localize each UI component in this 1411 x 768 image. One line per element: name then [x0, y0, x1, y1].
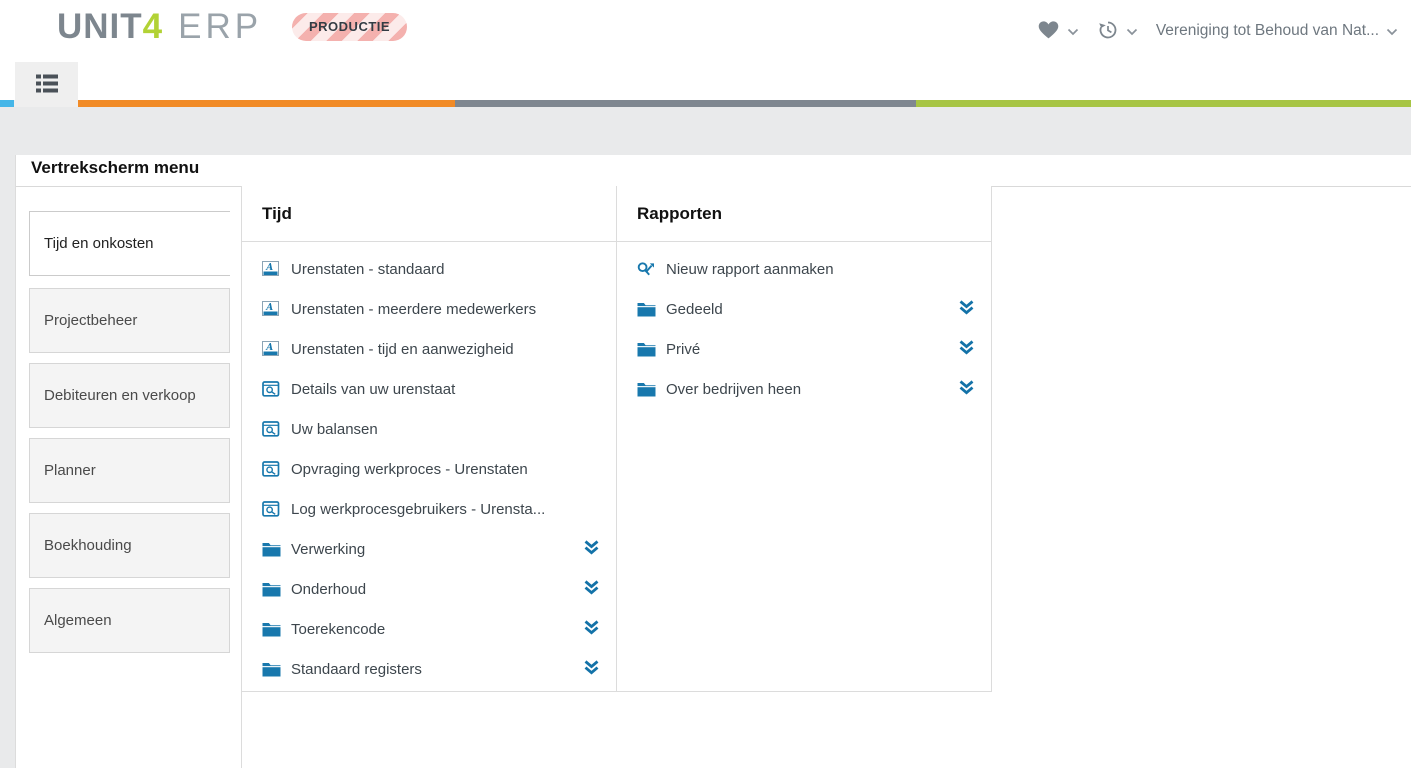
folder-icon [262, 662, 283, 677]
menu-item-toerekencode[interactable] [242, 609, 616, 649]
start-menu-card [15, 155, 1411, 768]
folder-icon [262, 622, 283, 637]
panel-list [617, 242, 991, 409]
menu-item-details-van-uw-urenstaat[interactable] [242, 369, 616, 409]
form-icon [262, 261, 283, 277]
query-icon [262, 461, 283, 477]
favorites-button[interactable] [1028, 16, 1088, 47]
panel-tijd [241, 186, 616, 692]
folder-icon [637, 302, 658, 317]
panel-title: Rapporten [617, 186, 991, 242]
menu-item-label: Opvraging werkproces - Urenstaten [291, 460, 528, 478]
folder-icon [637, 342, 658, 357]
double-chevron-down-icon [583, 619, 600, 639]
svg-text:A: A [266, 343, 274, 354]
double-chevron-down-icon [583, 579, 600, 599]
logo-unit-text: UNIT [57, 7, 143, 46]
panel-rapporten [616, 186, 992, 692]
sidebar-item-tijd-en-onkosten[interactable] [29, 211, 230, 276]
query-icon [262, 381, 283, 397]
divider [241, 692, 242, 768]
logo-four-text: 4 [142, 7, 164, 46]
menu-item-label: Uw balansen [291, 420, 378, 438]
stripe-segment-cyan [0, 100, 14, 107]
expand-folder-button[interactable] [958, 299, 975, 319]
menu-item-label: Standaard registers [291, 660, 422, 678]
menu-item-nieuw-rapport-aanmaken[interactable] [617, 249, 991, 289]
double-chevron-down-icon [583, 659, 600, 679]
sidebar-item-boekhouding[interactable] [29, 513, 230, 578]
menu-item-label: Gedeeld [666, 300, 723, 318]
company-selector[interactable] [1147, 18, 1407, 44]
expand-folder-button[interactable] [583, 579, 600, 599]
chevron-down-icon [1126, 24, 1138, 39]
panel-list [242, 242, 616, 689]
menu-item-over-bedrijven-heen[interactable] [617, 369, 991, 409]
menu-item-urenstaten-meerdere-medewerkers[interactable] [242, 289, 616, 329]
company-selector-label: Vereniging tot Behoud van Nat... [1155, 22, 1379, 39]
menu-item-gedeeld[interactable] [617, 289, 991, 329]
unit4-logo [57, 7, 262, 47]
menu-item-label: Onderhoud [291, 580, 367, 598]
menu-item-opvraging-werkproces-urenstaten[interactable] [242, 449, 616, 489]
folder-icon [262, 582, 283, 597]
stripe-segment-orange [78, 100, 455, 107]
sidebar-item-label: Planner [44, 462, 96, 479]
menu-item-label: Log werkprocesgebruikers - Urensta... [291, 500, 546, 518]
menu-item-label: Privé [666, 340, 701, 358]
heart-icon [1037, 20, 1060, 43]
menu-item-label: Details van uw urenstaat [291, 380, 456, 398]
menu-item-verwerking[interactable] [242, 529, 616, 569]
expand-folder-button[interactable] [958, 379, 975, 399]
logo-product-text: ERP [178, 7, 263, 46]
expand-folder-button[interactable] [583, 659, 600, 679]
app-header [0, 0, 1411, 62]
chevron-down-icon [1067, 24, 1079, 39]
sidebar-item-debiteuren-en-verkoop[interactable] [29, 363, 230, 428]
double-chevron-down-icon [958, 299, 975, 319]
form-icon [262, 341, 283, 357]
menu-item-label: Verwerking [291, 540, 366, 558]
sidebar-item-planner[interactable] [29, 438, 230, 503]
menu-item-label: Over bedrijven heen [666, 380, 802, 398]
query-icon [262, 501, 283, 517]
folder-icon [637, 382, 658, 397]
panel-title: Tijd [242, 186, 616, 242]
menu-item-urenstaten-tijd-en-aanwezigheid[interactable] [242, 329, 616, 369]
menu-item-label: Toerekencode [291, 620, 386, 638]
query-icon [262, 421, 283, 437]
list-icon [35, 73, 59, 97]
tab-menu[interactable] [15, 62, 78, 107]
stripe-segment-gray [455, 100, 916, 107]
menu-item-label: Nieuw rapport aanmaken [666, 260, 834, 278]
menu-panels [241, 186, 992, 692]
sidebar-item-label: Tijd en onkosten [44, 235, 154, 252]
chevron-down-icon [1386, 24, 1398, 39]
page-title: Vertrekscherm menu [31, 158, 200, 177]
folder-icon [262, 542, 283, 557]
brand-stripe [0, 100, 1411, 107]
history-icon [1097, 19, 1119, 44]
expand-folder-button[interactable] [583, 619, 600, 639]
menu-item-uw-balansen[interactable] [242, 409, 616, 449]
menu-item-log-werkprocesgebruikers-urensta[interactable] [242, 489, 616, 529]
logo-unit4 [57, 7, 163, 47]
double-chevron-down-icon [958, 379, 975, 399]
new-report-icon [637, 261, 658, 278]
expand-folder-button[interactable] [583, 539, 600, 559]
menu-item-urenstaten-standaard[interactable] [242, 249, 616, 289]
menu-item-standaard-registers[interactable] [242, 649, 616, 689]
double-chevron-down-icon [583, 539, 600, 559]
form-icon [262, 301, 283, 317]
environment-badge: PRODUCTIE [292, 13, 407, 41]
expand-folder-button[interactable] [958, 339, 975, 359]
menu-item-onderhoud[interactable] [242, 569, 616, 609]
menu-item-label: Urenstaten - tijd en aanwezigheid [291, 340, 514, 358]
menu-item-label: Urenstaten - standaard [291, 260, 445, 278]
svg-text:A: A [266, 263, 274, 274]
menu-item-label: Urenstaten - meerdere medewerkers [291, 300, 537, 318]
double-chevron-down-icon [958, 339, 975, 359]
header-actions [1028, 0, 1407, 62]
menu-item-priv[interactable] [617, 329, 991, 369]
svg-text:A: A [266, 303, 274, 314]
recent-history-button[interactable] [1088, 15, 1147, 48]
sidebar-item-label: Boekhouding [44, 537, 132, 554]
sidebar-item-label: Algemeen [44, 612, 112, 629]
stripe-segment-green [916, 100, 1411, 107]
sidebar-item-algemeen[interactable] [29, 588, 230, 653]
sidebar-item-projectbeheer[interactable] [29, 288, 230, 353]
sidebar-item-label: Projectbeheer [44, 312, 138, 329]
sidebar-item-label: Debiteuren en verkoop [44, 387, 196, 404]
